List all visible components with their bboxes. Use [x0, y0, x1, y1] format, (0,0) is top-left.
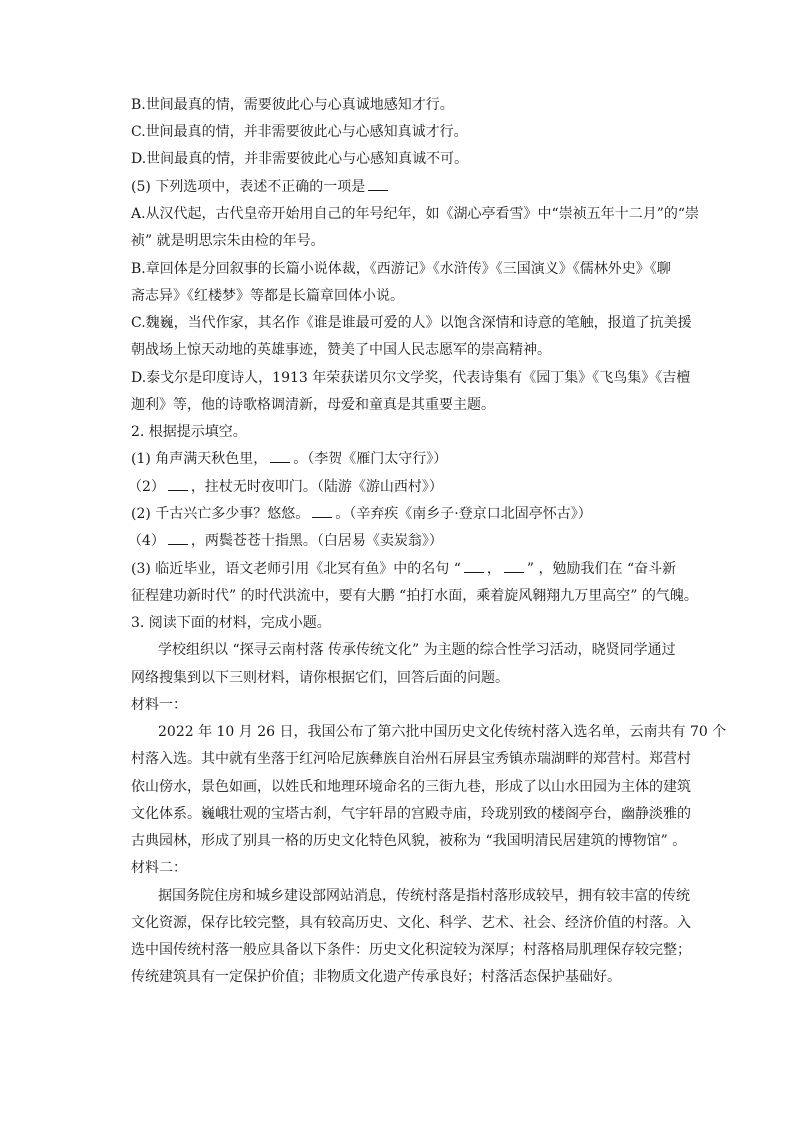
q3-intro-line2: 网络搜集到以下三则材料，请你根据它们，回答后面的问题。 [131, 670, 509, 686]
q2-line3-source: 。（辛弃疾《南乡子·登京口北固亭怀古》） [335, 506, 592, 522]
q2-line5 [131, 558, 676, 580]
q2-line1 [131, 448, 447, 470]
q2-line2-num: （2） [128, 479, 165, 495]
material-1-line5: 古典园林，形成了别具一格的历史文化特色风貌，被称为 “我国明清民居建筑的博物馆” 。 [131, 833, 687, 849]
q2-line5-tail: ” ，勉励我们在 “奋斗新 [526, 561, 677, 577]
q2-line4-num: （4） [128, 533, 165, 549]
material-1-line3: 依山傍水，景色如画，以姓氏和地理环境命名的三街九巷，形成了以山水田园为主体的建筑 [131, 779, 691, 795]
q5-option-c-line2: 朝战场上惊天动地的英雄事迹，赞美了中国人民志愿军的崇高精神。 [131, 342, 551, 358]
material-2-label: 材料二： [131, 860, 187, 876]
q2-line6: 征程建功新时代” 的时代洪流中，要有大鹏 “拍打水面，乘着旋风翱翔九万里高空” 的气魄。 [131, 588, 698, 604]
q2-line1-source: 。（李贺《雁门太守行》） [293, 451, 448, 467]
q5-stem-text: (5) 下列选项中，表述不正确的一项是 [131, 179, 366, 195]
q2-line5-comma: ， [486, 561, 501, 577]
q5-option-a-line2: 祯” 就是明思宗朱由检的年号。 [131, 233, 325, 249]
material-1-label: 材料一： [131, 697, 187, 713]
q2-line5-text: (3) 临近毕业，语文老师引用《北冥有鱼》中的名句 “ [131, 561, 461, 577]
option-b-q4: B.世间最真的情，需要彼此心与心真诚地感知才行。 [131, 97, 454, 113]
q2-line4-text: ，两鬓苍苍十指黑。（白居易《卖炭翁》） [190, 533, 443, 549]
q5-option-a-line1: A.从汉代起，古代皇帝开始用自己的年号纪年，如《湖心亭看雪》中“崇祯五年十二月”的“崇 [131, 206, 700, 222]
q2-line3-text: (2) 千古兴亡多少事？悠悠。 [131, 506, 310, 522]
q3-title: 3. 阅读下面的材料，完成小题。 [131, 615, 331, 631]
q5-option-b-line2: 斋志异》《红楼梦》等都是长篇章回体小说。 [131, 288, 404, 304]
answer-blank [312, 503, 332, 518]
answer-blank [368, 176, 388, 191]
q5-option-b-line1: B.章回体是分回叙事的长篇小说体裁，《西游记》《水浒传》《三国演义》《儒林外史》《聊 [131, 261, 671, 277]
material-1-line2: 村落入选。其中就有坐落于红河哈尼族彝族自治州石屏县宝秀镇赤瑞湖畔的郑营村。郑营村 [131, 751, 691, 767]
option-c-q4: C.世间最真的情，并非需要彼此心与心感知真诚才行。 [131, 124, 468, 140]
q2-line4 [128, 530, 443, 552]
q5-option-d-line2: 迦利》等，他的诗歌格调清新，母爱和童真是其重要主题。 [131, 397, 495, 413]
material-2-line1: 据国务院住房和城乡建设部网站消息，传统村落是指村落形成较早，拥有较丰富的传统 [158, 888, 690, 904]
answer-blank [504, 558, 524, 573]
q2-title: 2. 根据提示填空。 [131, 424, 247, 440]
material-2-line4: 传统建筑具有一定保护价值；非物质文化遗产传承良好；村落活态保护基础好。 [131, 969, 621, 985]
option-d-q4: D.世间最真的情，并非需要彼此心与心感知真诚不可。 [131, 151, 469, 167]
answer-blank [270, 448, 290, 463]
q5-stem [131, 176, 391, 198]
q2-line2 [128, 476, 443, 498]
material-1-line4: 文化体系。巍峨壮观的宝塔古刹，气宇轩昂的宫殿寺庙，玲珑别致的楼阁亭台，幽静淡雅的 [131, 806, 691, 822]
q2-line1-text: (1) 角声满天秋色里， [131, 451, 268, 467]
answer-blank [464, 558, 484, 573]
material-2-line2: 文化资源，保存比较完整，具有较高历史、文化、科学、艺术、社会、经济价值的村落。入 [131, 915, 691, 931]
material-1-line1: 2022 年 10 月 26 日，我国公布了第六批中国历史文化传统村落入选名单，云南共有 70 个 [158, 724, 727, 740]
answer-blank [168, 530, 188, 545]
q5-option-c-line1: C.魏巍，当代作家，其名作《谁是谁最可爱的人》以饱含深情和诗意的笔触，报道了抗美援 [131, 315, 692, 331]
q5-option-d-line1: D.泰戈尔是印度诗人，1913 年荣获诺贝尔文学奖，代表诗集有《园丁集》《飞鸟集》《吉檀 [131, 370, 691, 386]
material-2-line3: 选中国传统村落一般应具备以下条件：历史文化积淀较为深厚；村落格局肌理保存较完整； [131, 942, 691, 958]
q2-line3 [131, 503, 592, 525]
q2-line2-text: ，拄杖无时夜叩门。（陆游《游山西村》） [190, 479, 443, 495]
answer-blank [168, 476, 188, 491]
q3-intro-line1: 学校组织以 “探寻云南村落 传承传统文化” 为主题的综合性学习活动，晓贤同学通过 [158, 642, 676, 658]
